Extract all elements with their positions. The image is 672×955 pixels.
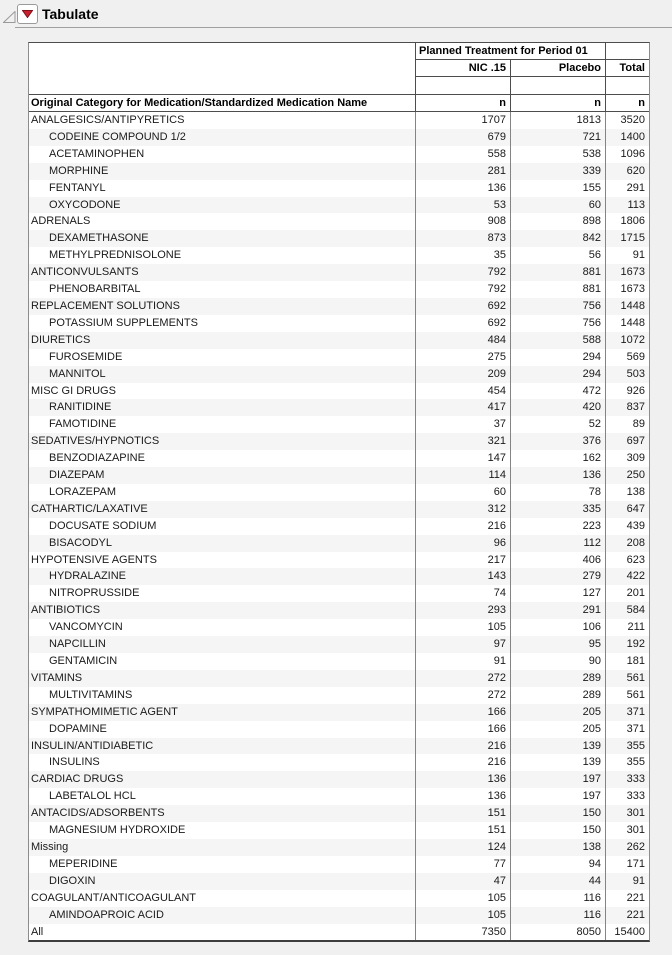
cell-value: 105 [416,890,511,907]
cell-value: 52 [511,416,606,433]
cell-value: 74 [416,585,511,602]
header-empty-cell [511,77,606,94]
report-title: Tabulate [42,6,99,22]
table-row[interactable] [29,112,649,129]
row-label: BENZODIAZAPINE [29,450,416,467]
cell-value: 151 [416,805,511,822]
table-row[interactable] [29,264,649,281]
cell-value: 756 [511,315,606,332]
stat-label-n[interactable]: n [416,94,511,111]
table-row[interactable] [29,535,649,552]
red-triangle-menu-button[interactable] [17,4,38,24]
cell-value: 908 [416,213,511,230]
table-row[interactable] [29,805,649,822]
row-label: MULTIVITAMINS [29,687,416,704]
cell-value: 792 [416,281,511,298]
cell-value: 1813 [511,112,606,129]
cell-value: 623 [626,553,645,566]
table-row[interactable] [29,298,649,315]
table-row[interactable] [29,822,649,839]
cell-value: 105 [416,619,511,636]
row-label: BISACODYL [29,535,416,552]
cell-value: 96 [416,535,511,552]
stat-label-n[interactable]: n [606,94,649,111]
cell-value: 7350 [416,924,511,941]
header-empty-cell [606,77,649,94]
cell-value: 47 [416,873,511,890]
outline-header [0,3,672,27]
row-label: MAGNESIUM HYDROXIDE [29,822,416,839]
cell-value: 291 [626,181,645,194]
cell-value: 150 [511,805,606,822]
table-row[interactable] [29,349,649,366]
row-label: DOCUSATE SODIUM [29,518,416,535]
table-row[interactable] [29,180,649,197]
table-row[interactable] [29,619,649,636]
table-row[interactable] [29,568,649,585]
total-header-spacer [606,43,649,60]
cell-value: 217 [416,552,511,569]
cell-value: 1707 [416,112,511,129]
cell-value: 647 [626,502,645,515]
cell-value: 439 [626,519,645,532]
table-row[interactable] [29,771,649,788]
cell-value: 136 [416,180,511,197]
row-label: GENTAMICIN [29,653,416,670]
row-label: SYMPATHOMIMETIC AGENT [29,704,416,721]
cell-value: 881 [511,281,606,298]
row-label: METHYLPREDNISOLONE [29,247,416,264]
cell-value: 77 [416,856,511,873]
row-label: CATHARTIC/LAXATIVE [29,501,416,518]
cell-value: 250 [626,469,645,482]
cell-value: 136 [416,788,511,805]
row-label: ANTACIDS/ADSORBENTS [29,805,416,822]
cell-value: 1072 [620,333,645,346]
table-row[interactable] [29,129,649,146]
cell-value: 422 [626,570,645,583]
cell-value: 1673 [620,266,645,279]
cell-value: 138 [626,485,645,498]
cell-value: 294 [511,366,606,383]
cell-value: 136 [416,771,511,788]
cell-value: 355 [626,739,645,752]
table-row[interactable] [29,315,649,332]
cell-value: 89 [632,418,645,431]
cell-value: 127 [511,585,606,602]
column-group-header[interactable]: Planned Treatment for Period 01 [416,43,606,60]
cell-value: 454 [416,383,511,400]
cell-value: 211 [627,621,645,634]
column-header-placebo[interactable]: Placebo [511,60,606,77]
cell-value: 697 [626,435,645,448]
cell-value: 339 [511,163,606,180]
cell-value: 472 [511,383,606,400]
row-label: MEPERIDINE [29,856,416,873]
cell-value: 192 [626,638,645,651]
cell-value: 44 [511,873,606,890]
table-row[interactable] [29,163,649,180]
cell-value: 97 [416,636,511,653]
cell-value: 143 [416,568,511,585]
cell-value: 105 [416,907,511,924]
cell-value: 420 [511,399,606,416]
cell-value: 197 [511,771,606,788]
row-label: RANITIDINE [29,399,416,416]
cell-value: 208 [626,536,645,549]
table-body [29,111,649,940]
cell-value: 1448 [620,299,645,312]
table-row[interactable] [29,281,649,298]
table-row[interactable] [29,924,649,941]
table-row[interactable] [29,383,649,400]
cell-value: 116 [511,907,606,924]
cell-value: 1096 [620,147,645,160]
cell-value: 301 [626,807,645,820]
cell-value: 376 [511,433,606,450]
table-row[interactable] [29,518,649,535]
cell-value: 679 [416,129,511,146]
row-label: ANALGESICS/ANTIPYRETICS [29,112,416,129]
table-row[interactable] [29,484,649,501]
table-row[interactable] [29,416,649,433]
red-triangle-icon [22,10,33,18]
cell-value: 484 [416,332,511,349]
cell-value: 294 [511,349,606,366]
cell-value: 355 [626,756,645,769]
cell-value: 584 [626,604,645,617]
column-header-nic15[interactable]: NIC .15 [416,60,511,77]
cell-value: 281 [416,163,511,180]
cell-value: 279 [511,568,606,585]
table-row[interactable] [29,704,649,721]
cell-value: 216 [416,754,511,771]
cell-value: 837 [626,401,645,414]
table-row[interactable] [29,636,649,653]
row-label: POTASSIUM SUPPLEMENTS [29,315,416,332]
cell-value: 209 [416,366,511,383]
stat-label-n[interactable]: n [511,94,606,111]
table-row[interactable] [29,230,649,247]
table-row[interactable] [29,332,649,349]
row-label: DEXAMETHASONE [29,230,416,247]
cell-value: 721 [511,129,606,146]
row-label: DIAZEPAM [29,467,416,484]
cell-value: 289 [511,670,606,687]
row-label: OXYCODONE [29,197,416,214]
cell-value: 692 [416,298,511,315]
cell-value: 1806 [620,215,645,228]
cell-value: 116 [511,890,606,907]
cell-value: 166 [416,704,511,721]
table-row[interactable] [29,197,649,214]
row-label: ADRENALS [29,213,416,230]
table-row[interactable] [29,890,649,907]
table-row[interactable] [29,839,649,856]
cell-value: 91 [632,249,645,262]
cell-value: 91 [632,874,645,887]
cell-value: 1400 [620,130,645,143]
cell-value: 561 [626,671,645,684]
cell-value: 756 [511,298,606,315]
row-label: COAGULANT/ANTICOAGULANT [29,890,416,907]
cell-value: 792 [416,264,511,281]
cell-value: 3520 [620,114,645,126]
table-row[interactable] [29,146,649,163]
cell-value: 221 [626,891,645,904]
cell-value: 35 [416,247,511,264]
cell-value: 293 [416,602,511,619]
table-row[interactable] [29,552,649,569]
cell-value: 205 [511,704,606,721]
cell-value: 60 [416,484,511,501]
table-row[interactable] [29,856,649,873]
cell-value: 335 [511,501,606,518]
row-label: DIURETICS [29,332,416,349]
cell-value: 873 [416,230,511,247]
row-label: FENTANYL [29,180,416,197]
table-row[interactable] [29,670,649,687]
row-label: CARDIAC DRUGS [29,771,416,788]
header-empty-cell [416,77,511,94]
row-label: INSULINS [29,754,416,771]
cell-value: 558 [416,146,511,163]
header-corner-spacer [29,43,416,94]
row-label: VANCOMYCIN [29,619,416,636]
row-label: MISC GI DRUGS [29,383,416,400]
cell-value: 262 [626,840,645,853]
table-row[interactable] [29,738,649,755]
cell-value: 503 [626,367,645,380]
cell-value: 37 [416,416,511,433]
row-label: DIGOXIN [29,873,416,890]
cell-value: 95 [511,636,606,653]
table-header [29,43,649,111]
cell-value: 124 [416,839,511,856]
cell-value: 136 [511,467,606,484]
cell-value: 106 [511,619,606,636]
row-label: DOPAMINE [29,721,416,738]
row-label: REPLACEMENT SOLUTIONS [29,298,416,315]
cell-value: 94 [511,856,606,873]
cell-value: 216 [416,738,511,755]
cell-value: 898 [511,213,606,230]
row-label: HYDRALAZINE [29,568,416,585]
table-row[interactable] [29,721,649,738]
row-label: VITAMINS [29,670,416,687]
table-row[interactable] [29,433,649,450]
cell-value: 561 [626,688,645,701]
cell-value: 289 [511,687,606,704]
cell-value: 60 [511,197,606,214]
cell-value: 309 [626,452,645,465]
row-label: PHENOBARBITAL [29,281,416,298]
cell-value: 113 [627,198,645,211]
table-row[interactable] [29,501,649,518]
cell-value: 139 [511,738,606,755]
cell-value: 221 [626,908,645,921]
cell-value: 406 [511,552,606,569]
cell-value: 333 [626,773,645,786]
cell-value: 223 [511,518,606,535]
table-row[interactable] [29,873,649,890]
cell-value: 205 [511,721,606,738]
cell-value: 321 [416,433,511,450]
row-label: SEDATIVES/HYPNOTICS [29,433,416,450]
cell-value: 333 [626,790,645,803]
cell-value: 112 [511,535,606,552]
cell-value: 371 [626,705,645,718]
cell-value: 90 [511,653,606,670]
cell-value: 272 [416,687,511,704]
cell-value: 291 [511,602,606,619]
cell-value: 181 [626,655,645,667]
cell-value: 151 [416,822,511,839]
cell-value: 201 [626,587,645,600]
cell-value: 1448 [620,316,645,329]
row-label: FAMOTIDINE [29,416,416,433]
row-label: CODEINE COMPOUND 1/2 [29,129,416,146]
row-label: INSULIN/ANTIDIABETIC [29,738,416,755]
outline-title-band [15,3,672,28]
cell-value: 197 [511,788,606,805]
cell-value: 139 [511,754,606,771]
cell-value: 569 [626,350,645,363]
cell-value: 301 [626,824,645,837]
row-label: Missing [29,839,416,856]
table-row[interactable] [29,788,649,805]
cell-value: 78 [511,484,606,501]
table-row[interactable] [29,399,649,416]
cell-value: 150 [511,822,606,839]
cell-value: 8050 [511,924,606,941]
cell-value: 162 [511,450,606,467]
row-label: FUROSEMIDE [29,349,416,366]
cell-value: 312 [416,501,511,518]
cell-value: 155 [511,180,606,197]
cell-value: 417 [416,399,511,416]
table-row[interactable] [29,585,649,602]
column-header-total[interactable]: Total [606,60,649,77]
table-row[interactable] [29,247,649,264]
cell-value: 147 [416,450,511,467]
row-label: LORAZEPAM [29,484,416,501]
row-label: AMINDOAPROIC ACID [29,907,416,924]
cell-value: 272 [416,670,511,687]
row-label: LABETALOL HCL [29,788,416,805]
row-label: NAPCILLIN [29,636,416,653]
cell-value: 114 [416,467,511,484]
table-row[interactable] [29,754,649,771]
row-label: ACETAMINOPHEN [29,146,416,163]
table-row[interactable] [29,467,649,484]
table-row[interactable] [29,366,649,383]
cell-value: 926 [626,384,645,397]
row-label: MANNITOL [29,366,416,383]
table-row[interactable] [29,687,649,704]
cell-value: 1673 [620,283,645,296]
row-label: HYPOTENSIVE AGENTS [29,552,416,569]
cell-value: 538 [511,146,606,163]
cell-value: 842 [511,230,606,247]
table-row[interactable] [29,213,649,230]
tabulate-table [28,42,650,942]
row-label: ANTICONVULSANTS [29,264,416,281]
cell-value: 881 [511,264,606,281]
cell-value: 371 [626,722,645,735]
row-label: All [29,924,416,941]
table-row[interactable] [29,450,649,467]
cell-value: 620 [626,164,645,177]
cell-value: 216 [416,518,511,535]
cell-value: 1715 [620,232,645,245]
row-label: NITROPRUSSIDE [29,585,416,602]
cell-value: 91 [416,653,511,670]
cell-value: 692 [416,315,511,332]
cell-value: 138 [511,839,606,856]
cell-value: 171 [626,857,645,870]
row-label: ANTIBIOTICS [29,602,416,619]
table-row[interactable] [29,907,649,924]
cell-value: 56 [511,247,606,264]
cell-value: 275 [416,349,511,366]
cell-value: 53 [416,197,511,214]
cell-value: 588 [511,332,606,349]
cell-value: 15400 [614,925,645,938]
cell-value: 166 [416,721,511,738]
table-row[interactable] [29,602,649,619]
row-header-label[interactable]: Original Category for Medication/Standardized Medication Name [29,94,416,111]
table-row[interactable] [29,653,649,670]
row-label: MORPHINE [29,163,416,180]
